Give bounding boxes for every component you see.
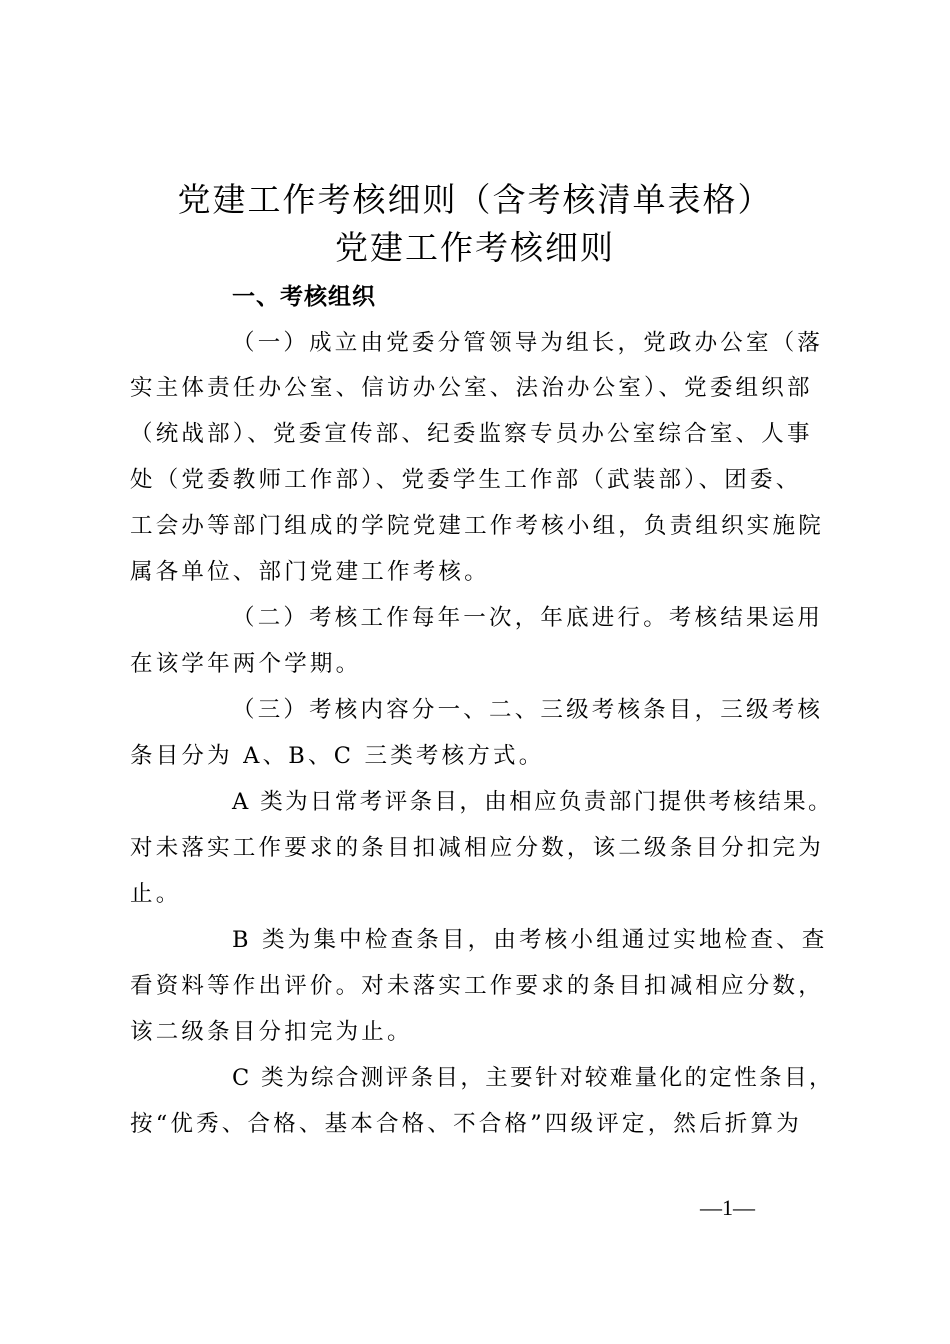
paragraph-line: 该二级条目分扣完为止。	[130, 1019, 413, 1045]
paragraph-line: （统战部）、党委宣传部、纪委监察专员办公室综合室、人事	[130, 421, 813, 447]
document-subtitle: 党建工作考核细则	[335, 228, 615, 267]
paragraph-line: （三）考核内容分一、二、三级考核条目，三级考核	[232, 697, 824, 723]
paragraph-line: 条目分为 A、B、C 三类考核方式。	[130, 743, 545, 769]
paragraph-line: 按“优秀、合格、基本合格、不合格”四级评定，然后折算为	[130, 1111, 802, 1137]
paragraph-line: 看资料等作出评价。对未落实工作要求的条目扣减相应分数，	[130, 973, 824, 999]
paragraph-line: 处（党委教师工作部）、党委学生工作部（武装部）、团委、	[130, 467, 802, 493]
paragraph-line: （二）考核工作每年一次，年底进行。考核结果运用	[232, 605, 824, 631]
paragraph-line: C 类为综合测评条目，主要针对较难量化的定性条目，	[232, 1065, 834, 1091]
paragraph-line: B 类为集中检查条目，由考核小组通过实地检查、查	[232, 927, 828, 953]
paragraph-line: （一）成立由党委分管领导为组长，党政办公室（落	[232, 330, 824, 356]
document-title: 党建工作考核细则（含考核清单表格）	[177, 180, 773, 219]
paragraph-line: A 类为日常考评条目，由相应负责部门提供考核结果。	[232, 789, 833, 815]
paragraph-line: 对未落实工作要求的条目扣减相应分数，该二级条目分扣完为	[130, 835, 824, 861]
paragraph-line: 止。	[130, 881, 182, 907]
paragraph-line: 工会办等部门组成的学院党建工作考核小组，负责组织实施院	[130, 513, 824, 539]
section-heading: 一、考核组织	[232, 284, 376, 310]
paragraph-line: 在该学年两个学期。	[130, 651, 362, 677]
page-number: —1—	[700, 1195, 755, 1220]
paragraph-line: 实主体责任办公室、信访办公室、法治办公室）、党委组织部	[130, 375, 813, 401]
paragraph-line: 属各单位、部门党建工作考核。	[130, 559, 490, 585]
